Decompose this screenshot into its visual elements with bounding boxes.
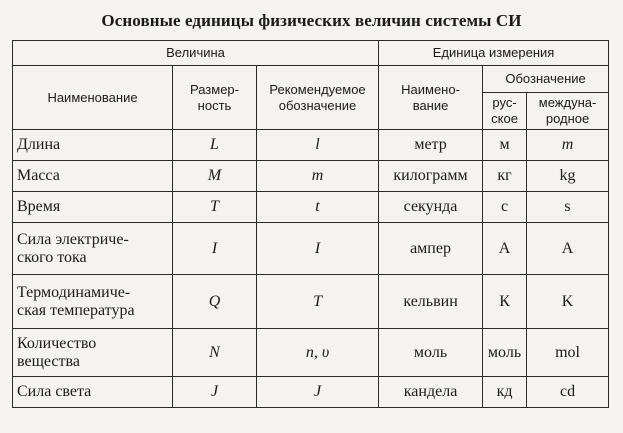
unit-name: кандела	[379, 377, 483, 408]
unit-name: секунда	[379, 192, 483, 223]
header-name: Наименование	[13, 66, 173, 130]
unit-name: ампер	[379, 223, 483, 275]
header-recommended: Рекомендуемое обозначение	[257, 66, 379, 130]
table-row	[13, 223, 609, 275]
recommended-symbol: T	[257, 275, 379, 329]
dimension-symbol: T	[173, 192, 257, 223]
header-row-1	[13, 41, 609, 66]
recommended-symbol: l	[257, 130, 379, 161]
header-unit-name: Наимено- вание	[379, 66, 483, 130]
table-row	[13, 161, 609, 192]
russian-symbol: К	[483, 275, 527, 329]
quantity-name: Масса	[13, 161, 173, 192]
dimension-symbol: Q	[173, 275, 257, 329]
recommended-symbol: m	[257, 161, 379, 192]
quantity-name: Количество вещества	[13, 329, 173, 377]
russian-symbol: м	[483, 130, 527, 161]
international-symbol: cd	[527, 377, 609, 408]
table-row	[13, 130, 609, 161]
russian-symbol: кг	[483, 161, 527, 192]
international-symbol: m	[527, 130, 609, 161]
header-row-2	[13, 66, 609, 93]
table-row	[13, 377, 609, 408]
dimension-symbol: N	[173, 329, 257, 377]
russian-symbol: моль	[483, 329, 527, 377]
header-international: междуна- родное	[527, 93, 609, 130]
quantity-name: Сила света	[13, 377, 173, 408]
table-title: Основные единицы физических величин системы СИ	[101, 11, 522, 30]
recommended-symbol: I	[257, 223, 379, 275]
recommended-symbol: t	[257, 192, 379, 223]
russian-symbol: кд	[483, 377, 527, 408]
russian-symbol: А	[483, 223, 527, 275]
dimension-symbol: I	[173, 223, 257, 275]
unit-name: моль	[379, 329, 483, 377]
table-row	[13, 329, 609, 377]
header-russian: рус- ское	[483, 93, 527, 130]
unit-name: кельвин	[379, 275, 483, 329]
unit-name: килограмм	[379, 161, 483, 192]
header-designation: Обозначение	[483, 66, 609, 93]
dimension-symbol: L	[173, 130, 257, 161]
table-row	[13, 192, 609, 223]
international-symbol: mol	[527, 329, 609, 377]
si-units-table	[12, 40, 609, 408]
quantity-name: Сила электриче- ского тока	[13, 223, 173, 275]
header-unit: Единица измерения	[379, 41, 609, 66]
recommended-symbol: n, υ	[257, 329, 379, 377]
dimension-symbol: J	[173, 377, 257, 408]
dimension-symbol: M	[173, 161, 257, 192]
recommended-symbol: J	[257, 377, 379, 408]
quantity-name: Термодинамиче- ская температура	[13, 275, 173, 329]
header-dimension: Размер- ность	[173, 66, 257, 130]
international-symbol: K	[527, 275, 609, 329]
unit-name: метр	[379, 130, 483, 161]
international-symbol: s	[527, 192, 609, 223]
quantity-name: Длина	[13, 130, 173, 161]
international-symbol: A	[527, 223, 609, 275]
table-row	[13, 275, 609, 329]
russian-symbol: с	[483, 192, 527, 223]
quantity-name: Время	[13, 192, 173, 223]
international-symbol: kg	[527, 161, 609, 192]
header-quantity: Величина	[13, 41, 379, 66]
